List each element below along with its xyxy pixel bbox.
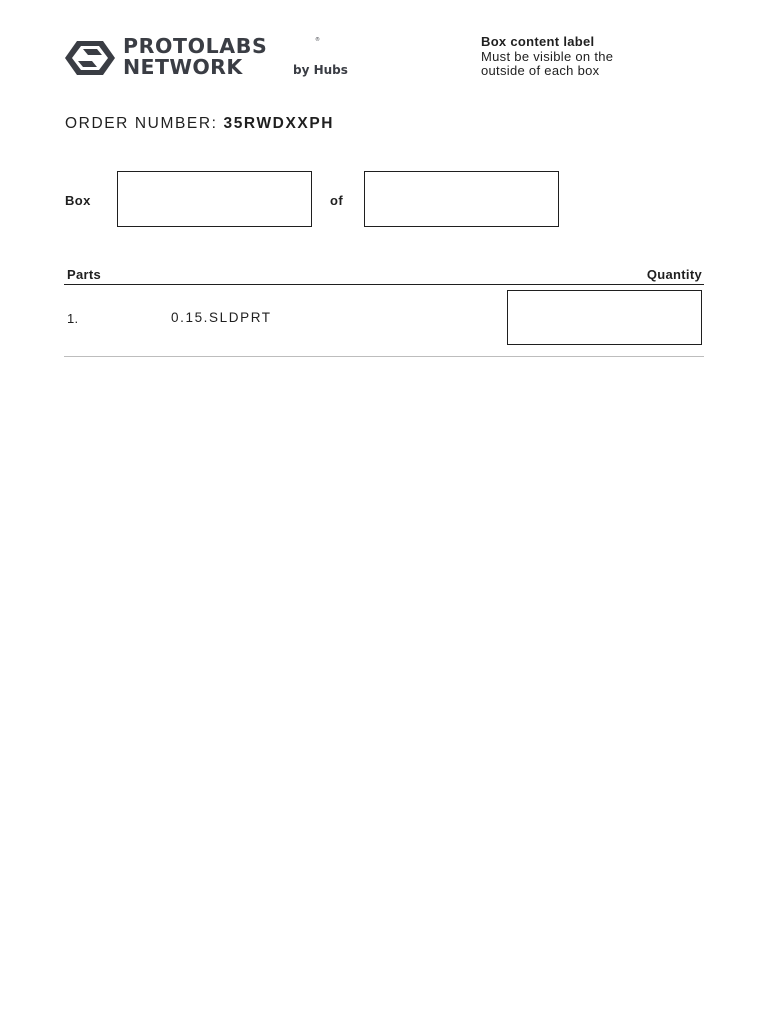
note-title: Box content label (481, 34, 595, 49)
logo-wordmark-protolabs: PROTOLABS (123, 34, 268, 58)
box-total-field[interactable] (364, 171, 559, 227)
box-number-field[interactable] (117, 171, 312, 227)
column-header-quantity: Quantity (646, 267, 702, 282)
parts-table-header (64, 266, 704, 285)
note-line-1: Must be visible on the (481, 48, 614, 64)
box-label: Box (65, 193, 91, 208)
of-label: of (330, 193, 344, 208)
parts-table (64, 266, 704, 357)
order-number-label: ORDER NUMBER: (65, 115, 218, 132)
logo-wordmark-network: NETWORK (123, 55, 243, 79)
order-number (65, 115, 334, 133)
logo-trademark: ® (315, 37, 320, 43)
column-header-parts: Parts (67, 267, 102, 282)
protolabs-logo-mark-icon (64, 40, 116, 76)
note-line-2: outside of each box (481, 63, 600, 78)
order-number-value: 35RWDXXPH (223, 115, 335, 132)
part-index: 1. (67, 311, 79, 326)
part-name: 0.15.SLDPRT (171, 310, 272, 325)
box-label-note (481, 35, 721, 79)
quantity-field[interactable] (507, 290, 702, 345)
logo-by-hubs: by Hubs (293, 63, 348, 77)
protolabs-network-logo (64, 36, 374, 80)
table-row (64, 285, 704, 357)
